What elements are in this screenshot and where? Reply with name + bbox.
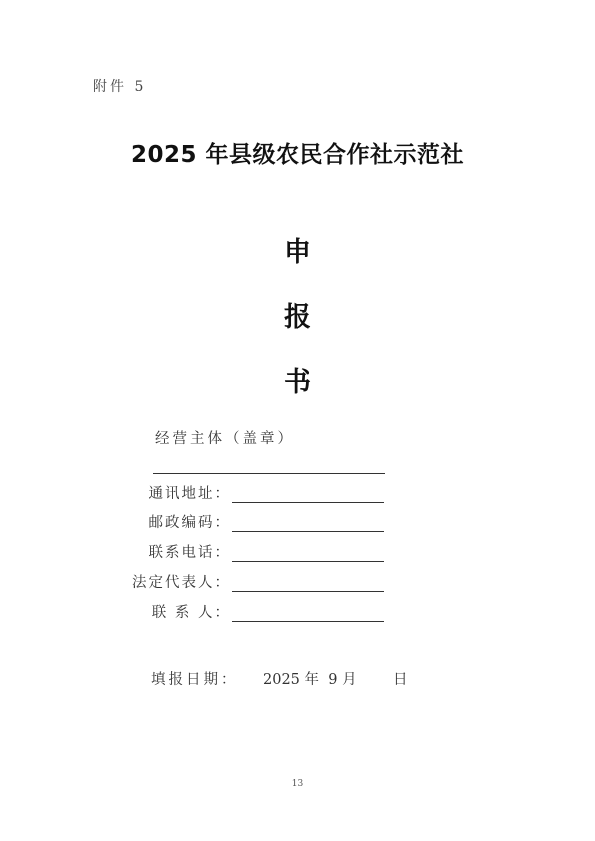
fill-date-value: 2025 年 9 月 (263, 672, 357, 688)
heading-char-bao: 报 (284, 302, 311, 333)
field-row-contact (0, 602, 595, 626)
field-row-address (0, 483, 595, 507)
phone-label: 联系电话： (148, 545, 231, 561)
attachment-label: 附件 5 (93, 79, 147, 95)
field-row-phone (0, 542, 595, 566)
contact-blank-line[interactable] (232, 621, 384, 622)
legal-rep-label: 法定代表人： (132, 575, 231, 591)
page-number: 13 (291, 779, 304, 789)
fill-date-label: 填报日期： (151, 672, 239, 688)
postcode-blank-line[interactable] (232, 531, 384, 532)
address-blank-line[interactable] (232, 502, 384, 503)
heading-char-shen: 申 (284, 237, 311, 268)
phone-blank-line[interactable] (232, 561, 384, 562)
postcode-label: 邮政编码： (148, 515, 231, 531)
entity-blank-line[interactable] (153, 473, 385, 474)
fill-date-day-suffix: 日 (393, 672, 408, 688)
field-row-postcode (0, 512, 595, 536)
field-row-legal-rep (0, 572, 595, 596)
heading-char-shu: 书 (284, 367, 311, 398)
address-label: 通讯地址： (148, 486, 231, 502)
contact-label: 联 系 人： (151, 605, 231, 621)
document-title: 2025 年县级农民合作社示范社 (130, 142, 465, 168)
legal-rep-blank-line[interactable] (232, 591, 384, 592)
entity-label: 经营主体（盖章） (155, 431, 295, 447)
